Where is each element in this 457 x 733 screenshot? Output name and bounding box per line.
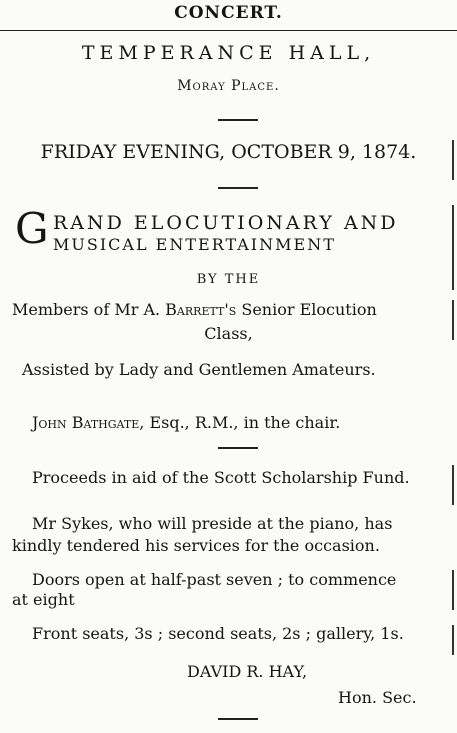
divider bbox=[218, 718, 258, 720]
divider bbox=[218, 187, 258, 189]
column-edge-mark bbox=[452, 300, 454, 340]
venue-address: Moray Place. bbox=[177, 78, 280, 94]
chair-rest: , Esq., R.M., in the chair. bbox=[139, 413, 341, 432]
doors-line-1: Doors open at half-past seven ; to commence bbox=[32, 570, 397, 589]
sykes-line-1: Mr Sykes, who will preside at the piano, has bbox=[32, 514, 393, 533]
column-edge-mark bbox=[452, 570, 454, 610]
signatory-title: Hon. Sec. bbox=[338, 688, 417, 707]
column-edge-mark bbox=[452, 625, 454, 655]
title-drop-cap: G bbox=[15, 204, 49, 253]
title-line-2: MUSICAL ENTERTAINMENT bbox=[53, 235, 336, 254]
divider bbox=[218, 119, 258, 121]
members-name: Barrett's bbox=[165, 300, 237, 319]
members-text: Members of Mr A. bbox=[12, 300, 166, 319]
title-line-1: RAND ELOCUTIONARY AND bbox=[53, 212, 399, 234]
seats-line: Front seats, 3s ; second seats, 2s ; gallery, 1s. bbox=[32, 624, 404, 643]
event-date: FRIDAY EVENING, OCTOBER 9, 1874. bbox=[40, 141, 417, 163]
signatory-name: DAVID R. HAY, bbox=[187, 662, 308, 681]
column-edge-mark bbox=[452, 465, 454, 505]
notice-heading: CONCERT. bbox=[174, 3, 283, 23]
assisted-line: Assisted by Lady and Gentlemen Amateurs. bbox=[22, 360, 376, 379]
column-edge-mark bbox=[452, 205, 454, 290]
members-text-end: Senior Elocution bbox=[236, 300, 377, 319]
chair-name: John Bathgate bbox=[32, 413, 140, 432]
sykes-line-2: kindly tendered his services for the occasion. bbox=[12, 536, 380, 555]
column-edge-mark bbox=[452, 140, 454, 180]
members-line-2: Class, bbox=[204, 324, 253, 343]
proceeds-line: Proceeds in aid of the Scott Scholarship Fund. bbox=[32, 468, 410, 487]
members-line-1 bbox=[12, 300, 377, 319]
divider bbox=[218, 447, 258, 449]
top-border bbox=[0, 30, 457, 31]
chair-line bbox=[32, 413, 340, 432]
venue-name: TEMPERANCE HALL, bbox=[81, 42, 376, 64]
doors-line-2: at eight bbox=[12, 590, 75, 609]
by-the-label: BY THE bbox=[196, 272, 261, 287]
